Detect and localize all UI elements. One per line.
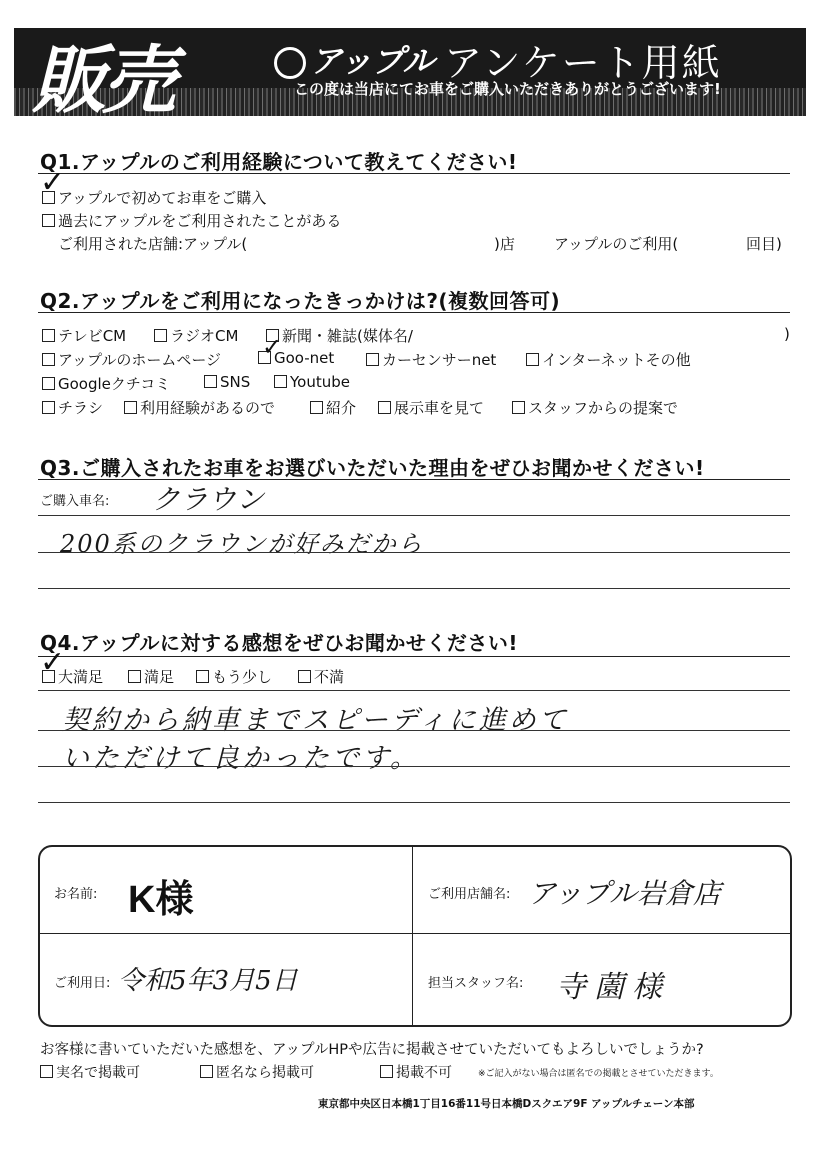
q2-option[interactable]: Youtube — [274, 373, 350, 391]
banner-hanbai-title: 販売 — [32, 38, 172, 116]
q4-comment-line2[interactable]: いただけて良かったです。 — [62, 743, 420, 774]
checkbox[interactable] — [196, 670, 209, 683]
checkbox[interactable] — [42, 401, 55, 414]
q4-option-somewhat[interactable]: もう少し — [196, 666, 272, 687]
q1-option-first[interactable]: アップルで初めてお車をご購入 — [42, 187, 266, 208]
store-value[interactable]: アップル岩倉店 — [528, 877, 721, 910]
q3-car-label: ご購入車名: — [40, 494, 110, 509]
answer-line — [38, 802, 790, 803]
q2-option[interactable]: Googleクチコミ — [42, 373, 170, 394]
name-value[interactable]: K様 — [128, 879, 194, 921]
answer-line — [38, 766, 790, 767]
checkbox[interactable] — [42, 353, 55, 366]
q2-option[interactable]: カーセンサーnet — [366, 349, 496, 370]
checkbox[interactable] — [128, 670, 141, 683]
q2-title: Q2.アップルをご利用になったきっかけは?(複数回答可) — [40, 289, 561, 313]
q3-title: Q3.ご購入されたお車をお選びいただいた理由をぜひお聞かせください! — [40, 456, 705, 480]
q4-option-unsatisfied[interactable]: 不満 — [298, 666, 344, 687]
date-label: ご利用日: — [54, 976, 111, 991]
q2-option[interactable]: SNS — [204, 373, 250, 391]
q3-car-value[interactable]: クラウン — [152, 483, 265, 516]
answer-line — [38, 690, 790, 691]
q1-title: Q1.アップルのご利用経験について教えてください! — [40, 150, 518, 174]
q4-option-very-satisfied[interactable]: 大満足 — [42, 666, 103, 687]
hq-address: 東京都中央区日本橋1丁目16番11号日本橋Dスクエア9F アップルチェーン本部 — [318, 1098, 695, 1110]
q1-count-suffix: 回目) — [746, 235, 782, 253]
checkbox[interactable] — [298, 670, 311, 683]
q1-option-past[interactable]: 過去にアップルをご利用されたことがある — [42, 210, 341, 231]
q1-count-label: アップルのご利用( — [554, 235, 679, 253]
q2-underline — [38, 312, 790, 313]
checkbox[interactable] — [512, 401, 525, 414]
answer-line — [38, 515, 790, 516]
staff-value[interactable]: 寺薗様 — [556, 970, 670, 1005]
checkbox[interactable] — [40, 1065, 53, 1078]
answer-line — [38, 730, 790, 731]
survey-title: アンケート用紙 — [444, 41, 722, 85]
answer-line — [38, 552, 790, 553]
consent-option-anonymous[interactable]: 匿名なら掲載可 — [200, 1062, 314, 1082]
checkbox[interactable] — [378, 401, 391, 414]
checkbox[interactable] — [42, 377, 55, 390]
checkbox[interactable] — [526, 353, 539, 366]
q1-underline — [38, 173, 790, 174]
q2-row1-end: ) — [784, 325, 790, 343]
checkbox[interactable] — [124, 401, 137, 414]
answer-line — [38, 588, 790, 589]
consent-option-no[interactable]: 掲載不可 — [380, 1062, 452, 1082]
q2-option[interactable]: アップルのホームページ — [42, 349, 221, 370]
checkbox[interactable] — [310, 401, 323, 414]
q4-title: Q4.アップルに対する感想をぜひお聞かせください! — [40, 631, 518, 655]
q2-option[interactable]: テレビCM — [42, 325, 126, 346]
checkbox[interactable] — [380, 1065, 393, 1078]
q4-option-satisfied[interactable]: 満足 — [128, 666, 174, 687]
check-mark-icon: ✓ — [40, 645, 66, 680]
q2-option[interactable]: 紹介 — [310, 397, 356, 418]
thanks-message: この度は当店にてお車をご購入いただきありがとうございます! — [294, 80, 721, 98]
header-banner — [14, 28, 806, 116]
q2-option[interactable]: チラシ — [42, 397, 103, 418]
consent-option-real-name[interactable]: 実名で掲載可 — [40, 1062, 140, 1082]
checkbox[interactable] — [200, 1065, 213, 1078]
q2-option[interactable]: 利用経験があるので — [124, 397, 275, 418]
q1-store-label: ご利用された店舗:アップル( — [58, 235, 248, 253]
info-divider-vertical — [412, 845, 413, 1025]
consent-question: お客様に書いていただいた感想を、アップルHPや広告に掲載させていただいてもよろしいでしょうか? — [40, 1042, 704, 1058]
checkbox[interactable] — [154, 329, 167, 342]
q1-store-suffix: )店 — [494, 235, 515, 253]
checkbox[interactable] — [274, 375, 287, 388]
q2-option[interactable]: スタッフからの提案で — [512, 397, 678, 418]
q2-option[interactable]: 展示車を見て — [378, 397, 484, 418]
consent-note: ※ご記入がない場合は匿名での掲載とさせていただきます。 — [478, 1069, 719, 1079]
date-value[interactable]: 令和5年3月5日 — [118, 966, 298, 996]
q2-option-goo-net[interactable]: Goo-net — [258, 349, 334, 367]
q2-option[interactable]: ラジオCM — [154, 325, 238, 346]
apple-logo-text: アップル — [310, 42, 435, 80]
q4-comment-line1[interactable]: 契約から納車までスピーディに進めて — [62, 705, 569, 736]
check-mark-icon: ✓ — [40, 165, 66, 200]
checkbox[interactable] — [366, 353, 379, 366]
q3-underline — [38, 479, 790, 480]
apple-logo — [274, 36, 434, 82]
q2-option[interactable]: 新聞・雑誌(媒体名/ — [266, 325, 413, 346]
q4-underline — [38, 656, 790, 657]
q3-reason[interactable]: 200系のクラウンが好みだから — [60, 530, 424, 558]
staff-label: 担当スタッフ名: — [428, 976, 524, 991]
store-label: ご利用店舗名: — [428, 887, 511, 902]
name-label: お名前: — [54, 887, 98, 902]
checkbox[interactable] — [204, 375, 217, 388]
apple-logo-icon — [274, 47, 306, 79]
info-divider-horizontal — [38, 933, 792, 934]
checkbox[interactable] — [42, 329, 55, 342]
check-mark-icon: ✓ — [262, 333, 283, 361]
q2-option[interactable]: インターネットその他 — [526, 349, 691, 370]
checkbox[interactable] — [42, 214, 55, 227]
